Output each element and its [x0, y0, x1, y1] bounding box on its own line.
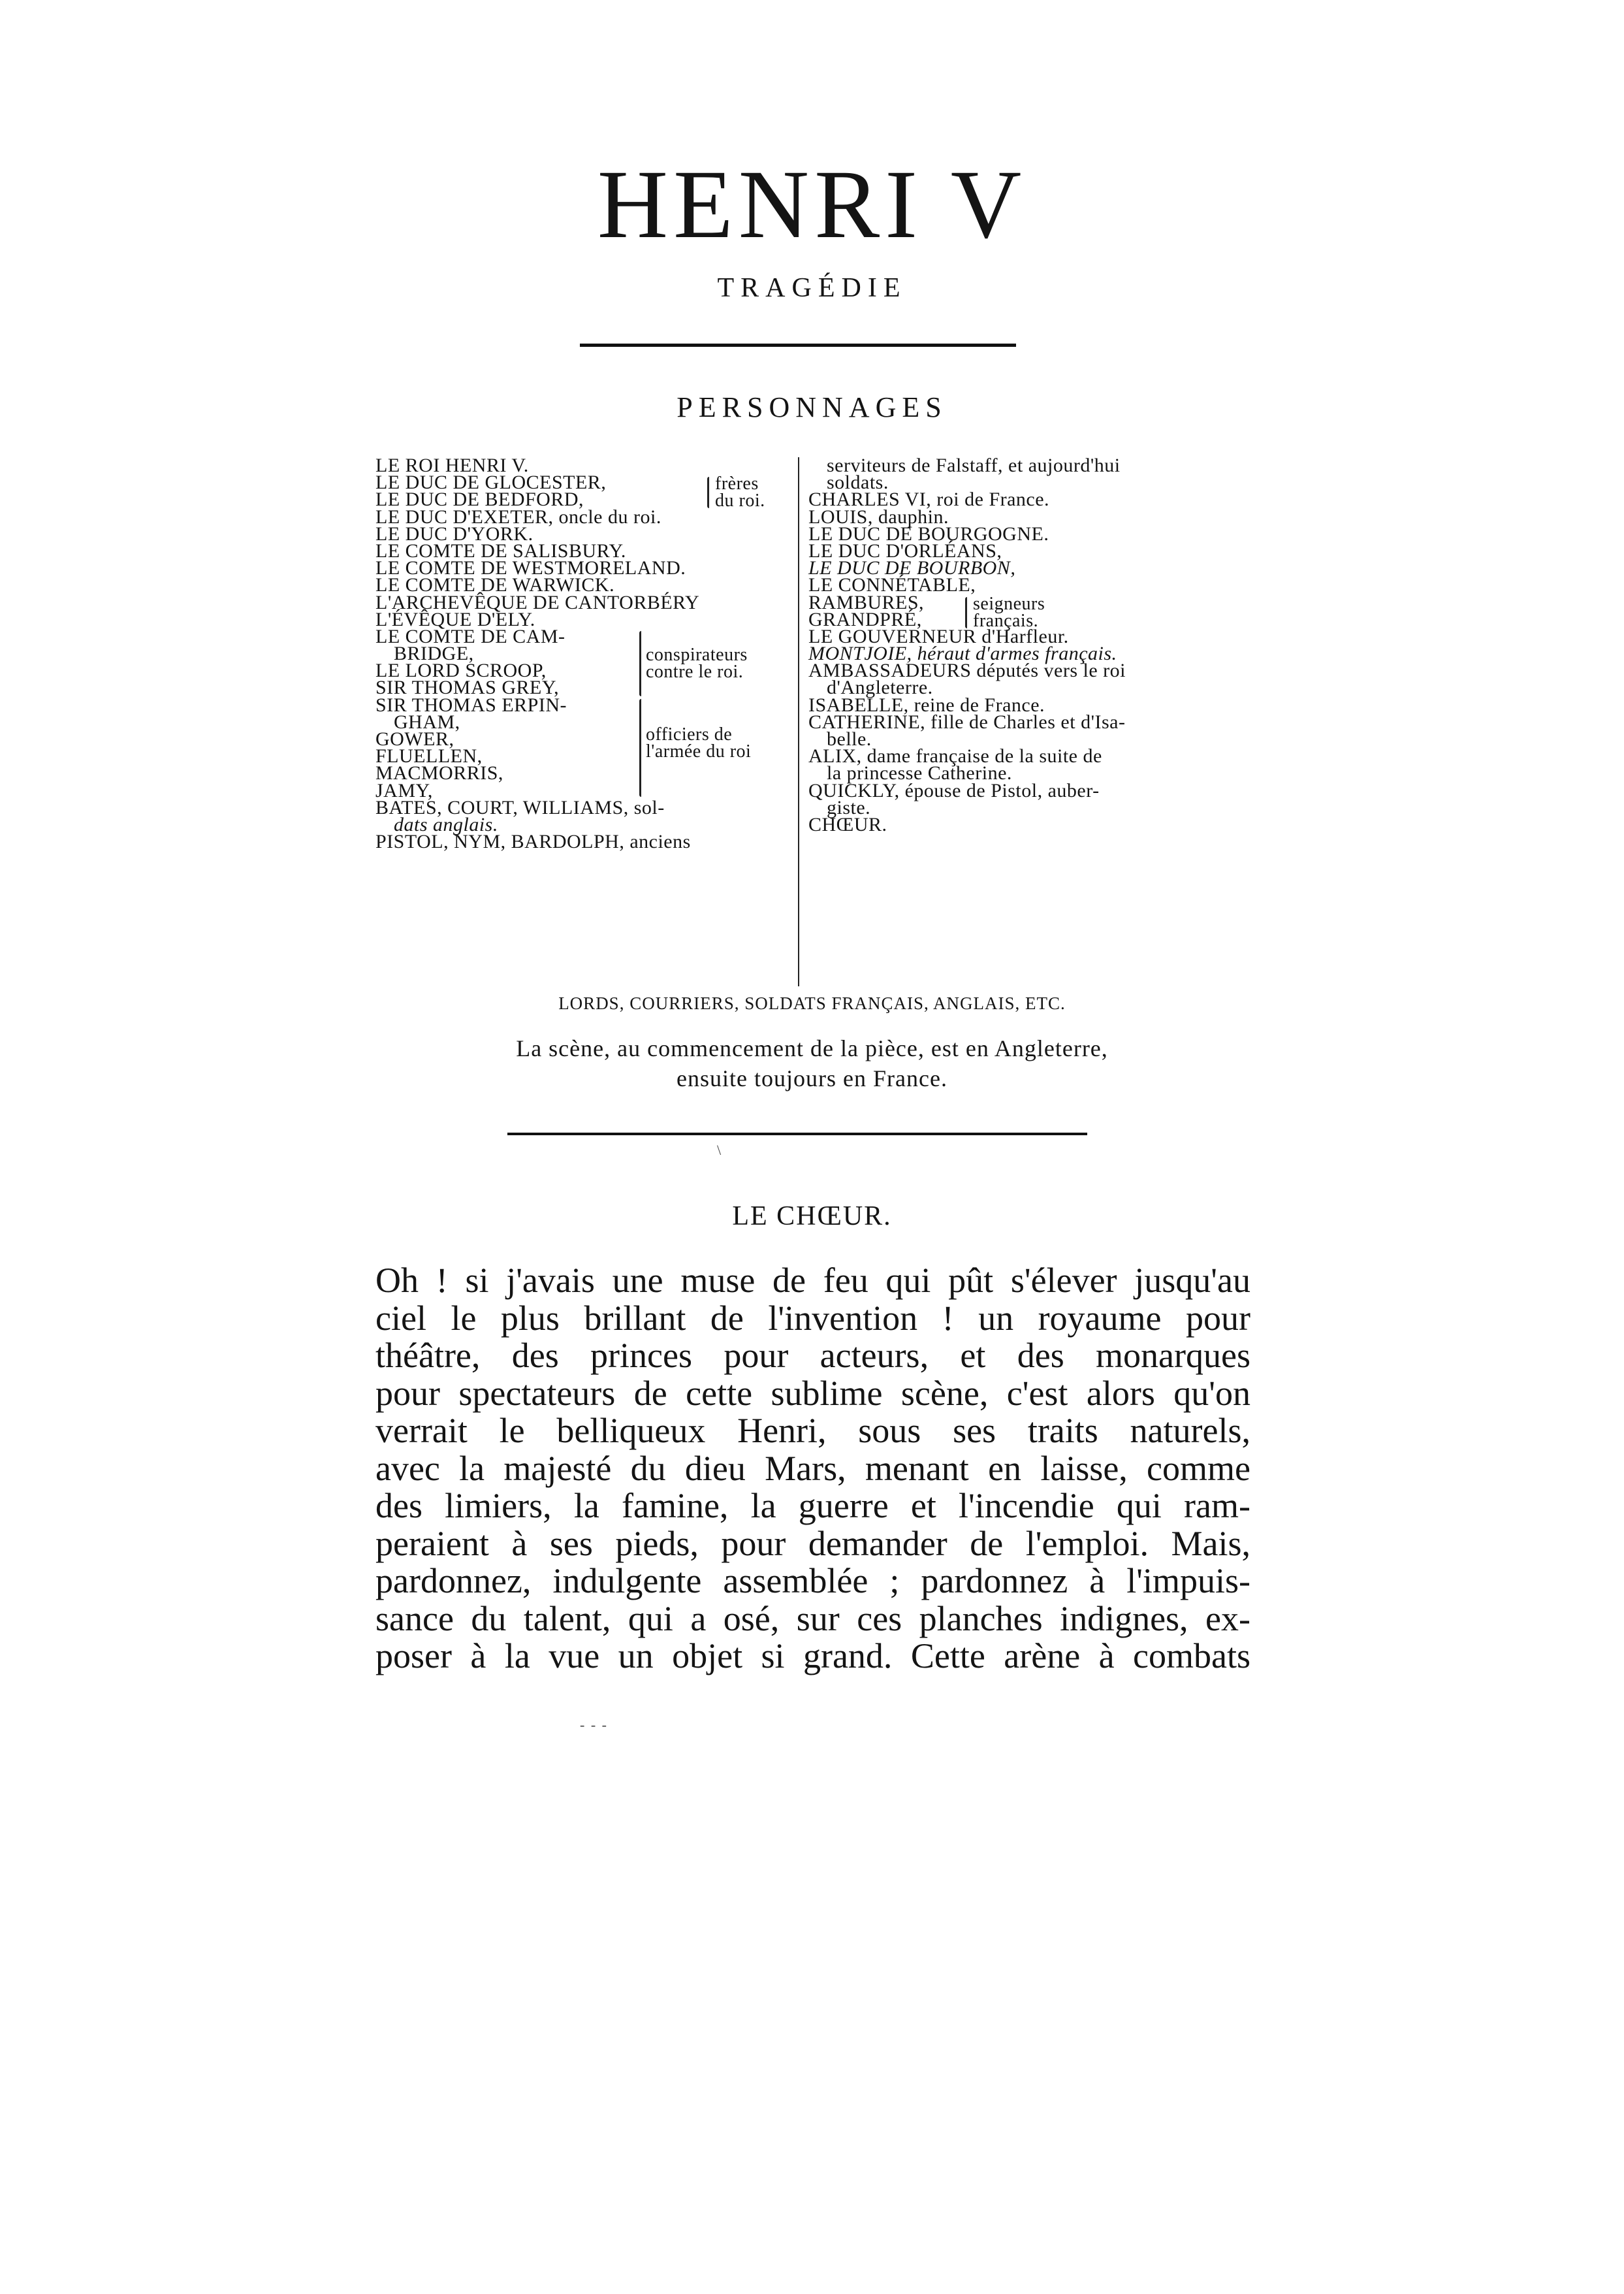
- brace: [639, 631, 641, 696]
- group-note: officiers de: [646, 724, 733, 745]
- cast-entry: LE CONNÉTABLE,: [808, 574, 976, 596]
- divider-top: [580, 344, 1016, 347]
- group-note: seigneurs: [973, 594, 1045, 614]
- group-note: du roi.: [715, 491, 765, 511]
- column-divider: [798, 457, 799, 986]
- cast-entry: ISABELLE, reine de France.: [808, 694, 1045, 716]
- group-note: l'armée du roi: [646, 741, 752, 762]
- cast-entry: LE GOUVERNEUR d'Harfleur.: [808, 625, 1069, 647]
- scene-note: [0, 1033, 1624, 1093]
- cast-entry: d'Angleterre.: [827, 677, 933, 699]
- cast-entry: L'ÉVÊQUE D'ELY.: [375, 608, 535, 630]
- cast-entry: BRIDGE,: [394, 643, 474, 665]
- group-note: frères: [715, 474, 759, 494]
- prose-line: Oh ! si j'avais une muse de feu qui pût s'élever jusqu'au: [375, 1261, 1250, 1300]
- section-heading: LE CHŒUR.: [732, 1201, 892, 1231]
- scene-line: La scène, au commencement de la pièce, est en Angleterre,: [516, 1035, 1108, 1061]
- cast-entry: LE LORD SCROOP,: [375, 660, 547, 682]
- group-note: français.: [973, 611, 1039, 631]
- cast-entry: PISTOL, NYM, BARDOLPH, anciens: [375, 831, 691, 853]
- extras-line: LORDS, COURRIERS, SOLDATS FRANÇAIS, ANGLAIS, ETC.: [558, 994, 1066, 1013]
- cast-entry: SIR THOMAS GREY,: [375, 677, 560, 699]
- cast-entry: dats anglais.: [394, 813, 498, 835]
- cast-entry: LE DUC DE BOURGOGNE.: [808, 523, 1049, 545]
- brace: [965, 597, 967, 628]
- cast-entry: LE COMTE DE WARWICK.: [375, 574, 615, 596]
- cast-entry: AMBASSADEURS députés vers le roi: [808, 660, 1126, 682]
- cast-entry: LE COMTE DE CAM-: [375, 625, 565, 647]
- prose-line: poser à la vue un objet si grand. Cette arène à combats: [375, 1636, 1250, 1675]
- cast-entry: giste.: [827, 796, 871, 818]
- cast-entry: LE DUC D'EXETER, oncle du roi.: [375, 506, 661, 528]
- prose-line: pour spectateurs de cette sublime scène, c'est alors qu'on: [375, 1373, 1250, 1413]
- cast-entry: soldats.: [827, 472, 889, 494]
- cast-list-right: [808, 457, 1239, 833]
- cast-entry: GRANDPRÉ,: [808, 608, 922, 630]
- cast-entry: L'ARCHEVÊQUE DE CANTORBÉRY: [375, 591, 700, 613]
- divider-middle: [507, 1133, 1087, 1135]
- group-note: conspirateurs: [646, 645, 748, 665]
- cast-entry: SIR THOMAS ERPIN-: [375, 694, 567, 716]
- prose-line: avec la majesté du dieu Mars, menant en laisse, comme: [375, 1448, 1250, 1488]
- cast-entry: LE DUC DE GLOCESTER,: [375, 472, 607, 494]
- cast-entry: QUICKLY, épouse de Pistol, auber-: [808, 779, 1100, 801]
- prose-line: des limiers, la famine, la guerre et l'incendie qui ram-: [375, 1486, 1250, 1525]
- brace: [707, 477, 709, 508]
- cast-entry: CHARLES VI, roi de France.: [808, 489, 1050, 511]
- page-title: HENRI V: [597, 150, 1027, 259]
- cast-entry: FLUELLEN,: [375, 745, 483, 767]
- cast-entry: MACMORRIS,: [375, 762, 503, 784]
- cast-list-left: [375, 455, 793, 853]
- cast-entry: ALIX, dame française de la suite de: [808, 745, 1102, 767]
- cast-entry: JAMY,: [375, 779, 433, 801]
- prose-line: sance du talent, qui a osé, sur ces planches indignes, ex-: [375, 1598, 1250, 1638]
- cast-entry: RAMBURES,: [808, 591, 925, 613]
- prose-line: verrait le belliqueux Henri, sous ses traits naturels,: [375, 1411, 1250, 1450]
- scene-line: ensuite toujours en France.: [677, 1065, 947, 1091]
- cast-entry: LOUIS, dauphin.: [808, 506, 949, 528]
- print-mark: - - -: [580, 1717, 608, 1733]
- cast-entry: LE ROI HENRI V.: [375, 455, 529, 476]
- personnages-heading: PERSONNAGES: [677, 391, 947, 423]
- group-note: contre le roi.: [646, 662, 744, 682]
- cast-entry: serviteurs de Falstaff, et aujourd'hui: [827, 455, 1121, 476]
- cast-entry: belle.: [827, 728, 872, 750]
- cast-entry: la princesse Catherine.: [827, 762, 1012, 784]
- prose-body: [375, 1262, 1250, 1675]
- cast-entry: CATHERINE, fille de Charles et d'Isa-: [808, 711, 1126, 733]
- print-mark: \: [717, 1142, 722, 1158]
- cast-entry: LE COMTE DE WESTMORELAND.: [375, 557, 686, 579]
- cast-entry: LE DUC D'ORLÉANS,: [808, 540, 1002, 562]
- prose-line: théâtre, des princes pour acteurs, et des monarques: [375, 1336, 1250, 1375]
- page-subtitle: TRAGÉDIE: [717, 273, 907, 303]
- cast-entry: GOWER,: [375, 728, 454, 750]
- prose-line: pardonnez, indulgente assemblée ; pardonnez à l'impuis-: [375, 1561, 1250, 1600]
- cast-entry: LE DUC D'YORK.: [375, 523, 533, 545]
- cast-entry: LE COMTE DE SALISBURY.: [375, 540, 626, 562]
- cast-entry: MONTJOIE, héraut d'armes français.: [808, 643, 1117, 665]
- cast-entry: GHAM,: [394, 711, 460, 733]
- cast-entry: BATES, COURT, WILLIAMS, sol-: [375, 796, 665, 818]
- cast-entry: LE DUC DE BOURBON,: [808, 557, 1016, 579]
- brace: [639, 699, 641, 797]
- cast-entry: LE DUC DE BEDFORD,: [375, 489, 584, 511]
- cast-entry: CHŒUR.: [808, 813, 887, 835]
- prose-line: peraient à ses pieds, pour demander de l'emploi. Mais,: [375, 1523, 1250, 1563]
- prose-line: ciel le plus brillant de l'invention ! un royaume pour: [375, 1298, 1250, 1338]
